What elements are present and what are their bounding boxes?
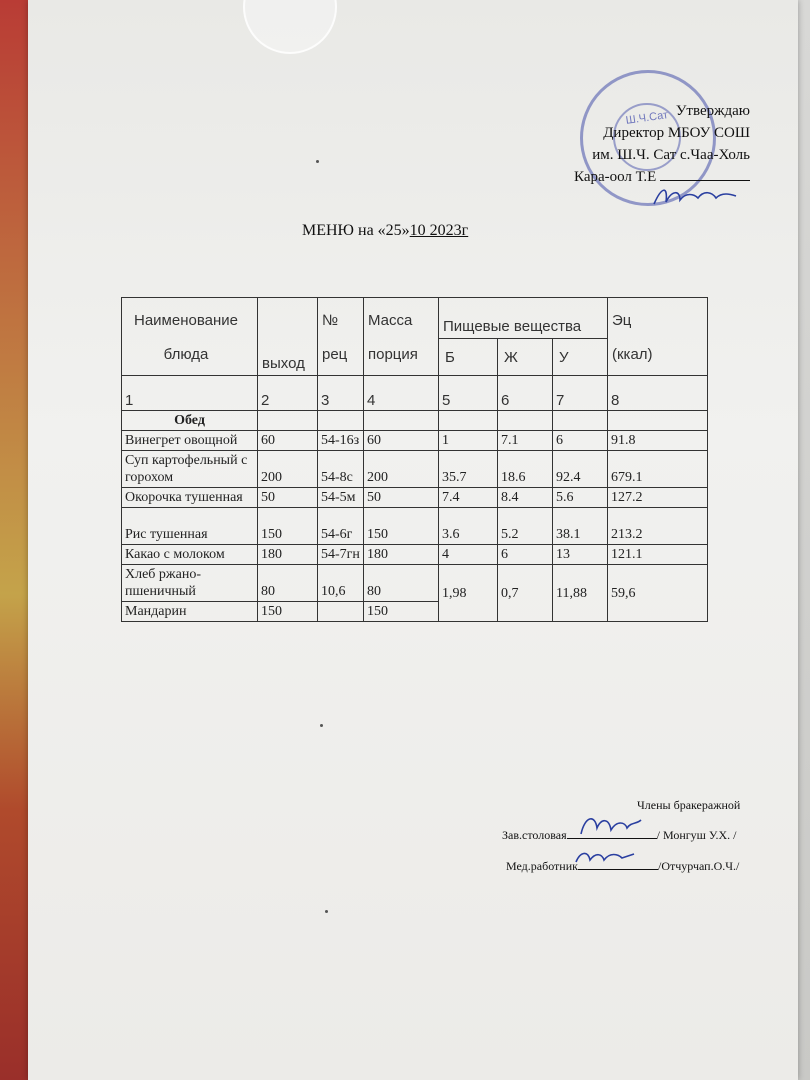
col-number: 7	[553, 376, 608, 411]
dish-recipe: 10,6	[318, 565, 364, 602]
col-number: 4	[364, 376, 439, 411]
canteen-sign-line: Зав.столовая / Монгуш У.Х. /	[502, 828, 737, 842]
dish-energy: 121.1	[608, 545, 708, 565]
col-number: 1	[122, 376, 258, 411]
dish-energy: 679.1	[608, 451, 708, 488]
medic-signature	[570, 842, 640, 872]
dish-energy: 213.2	[608, 508, 708, 545]
col-number: 8	[608, 376, 708, 411]
dish-output: 50	[258, 488, 318, 508]
dish-name: Какао с молоком	[122, 545, 258, 565]
dish-u: 6	[553, 431, 608, 451]
dish-u: 13	[553, 545, 608, 565]
dish-name: Мандарин	[122, 602, 258, 622]
dish-u: 38.1	[553, 508, 608, 545]
approval-line-2: Директор МБОУ СОШ	[603, 125, 750, 141]
col-number: 3	[318, 376, 364, 411]
dish-name: Рис тушенная	[122, 508, 258, 545]
page-title: МЕНЮ на «25»10 2023г	[302, 222, 469, 239]
table-row	[122, 508, 708, 545]
approval-line-3: им. Ш.Ч. Сат с.Чаа-Холь	[592, 147, 750, 163]
dish-b: 7.4	[439, 488, 498, 508]
dish-b: 35.7	[439, 451, 498, 488]
dish-mass: 60	[364, 431, 439, 451]
dish-mass: 50	[364, 488, 439, 508]
dish-output: 200	[258, 451, 318, 488]
header-row-1	[122, 298, 708, 339]
dish-recipe: 54-7гн	[318, 545, 364, 565]
speck	[316, 160, 319, 163]
table-row	[122, 488, 708, 508]
menu-table	[121, 297, 708, 622]
header-mass: Масса порция	[364, 298, 439, 376]
approval-line-1: Утверждаю	[675, 103, 750, 119]
dish-zh: 18.6	[498, 451, 553, 488]
sheet-protector-hole	[243, 0, 337, 54]
dish-mass: 180	[364, 545, 439, 565]
dish-u: 5.6	[553, 488, 608, 508]
dish-zh: 0,7	[498, 565, 553, 622]
dish-b: 1,98	[439, 565, 498, 622]
section-row	[122, 411, 708, 431]
commission-heading: Члены бракеражной	[637, 798, 741, 812]
canteen-signature	[575, 808, 645, 844]
header-name: Наименование блюда	[122, 298, 258, 376]
dish-u: 92.4	[553, 451, 608, 488]
approval-line-4: Кара-оол Т.Е	[574, 166, 750, 188]
dish-recipe	[318, 602, 364, 622]
dish-name: Хлеб ржано-пшеничный	[122, 565, 258, 602]
dish-zh: 5.2	[498, 508, 553, 545]
dish-zh: 7.1	[498, 431, 553, 451]
dish-b: 3.6	[439, 508, 498, 545]
section-label: Обед	[122, 411, 258, 431]
dish-name: Суп картофельный с горохом	[122, 451, 258, 488]
dish-output: 80	[258, 565, 318, 602]
dish-zh: 6	[498, 545, 553, 565]
dish-energy: 127.2	[608, 488, 708, 508]
dish-u: 11,88	[553, 565, 608, 622]
dish-output: 150	[258, 602, 318, 622]
header-u: У	[553, 339, 608, 376]
dish-recipe: 54-5м	[318, 488, 364, 508]
dish-output: 180	[258, 545, 318, 565]
dish-output: 60	[258, 431, 318, 451]
table-row	[122, 545, 708, 565]
table-row	[122, 565, 708, 602]
dish-mass: 150	[364, 602, 439, 622]
dish-name: Окорочка тушенная	[122, 488, 258, 508]
column-number-row	[122, 376, 708, 411]
medic-sign-line: Мед.работник /Отчурчап.О.Ч./	[506, 859, 740, 873]
dish-name: Винегрет овощной	[122, 431, 258, 451]
dish-mass: 150	[364, 508, 439, 545]
stamp-text: Ш.Ч.Сат	[625, 109, 669, 127]
header-energy: Эц (ккал)	[608, 298, 708, 376]
dish-output: 150	[258, 508, 318, 545]
header-nutrients: Пищевые вещества	[439, 298, 608, 339]
director-signature	[650, 182, 740, 212]
dish-mass: 200	[364, 451, 439, 488]
dish-recipe: 54-16з	[318, 431, 364, 451]
dish-b: 1	[439, 431, 498, 451]
header-b: Б	[439, 339, 498, 376]
dish-recipe: 54-6г	[318, 508, 364, 545]
dish-mass: 80	[364, 565, 439, 602]
speck	[325, 910, 328, 913]
col-number: 2	[258, 376, 318, 411]
speck	[320, 724, 323, 727]
header-output: выход	[258, 298, 318, 376]
dish-energy: 91.8	[608, 431, 708, 451]
col-number: 6	[498, 376, 553, 411]
header-recipe: № рец	[318, 298, 364, 376]
approval-block	[574, 100, 750, 188]
dish-energy: 59,6	[608, 565, 708, 622]
dish-zh: 8.4	[498, 488, 553, 508]
table-row	[122, 431, 708, 451]
table-row	[122, 451, 708, 488]
dish-recipe: 54-8с	[318, 451, 364, 488]
header-zh: Ж	[498, 339, 553, 376]
col-number: 5	[439, 376, 498, 411]
dish-b: 4	[439, 545, 498, 565]
